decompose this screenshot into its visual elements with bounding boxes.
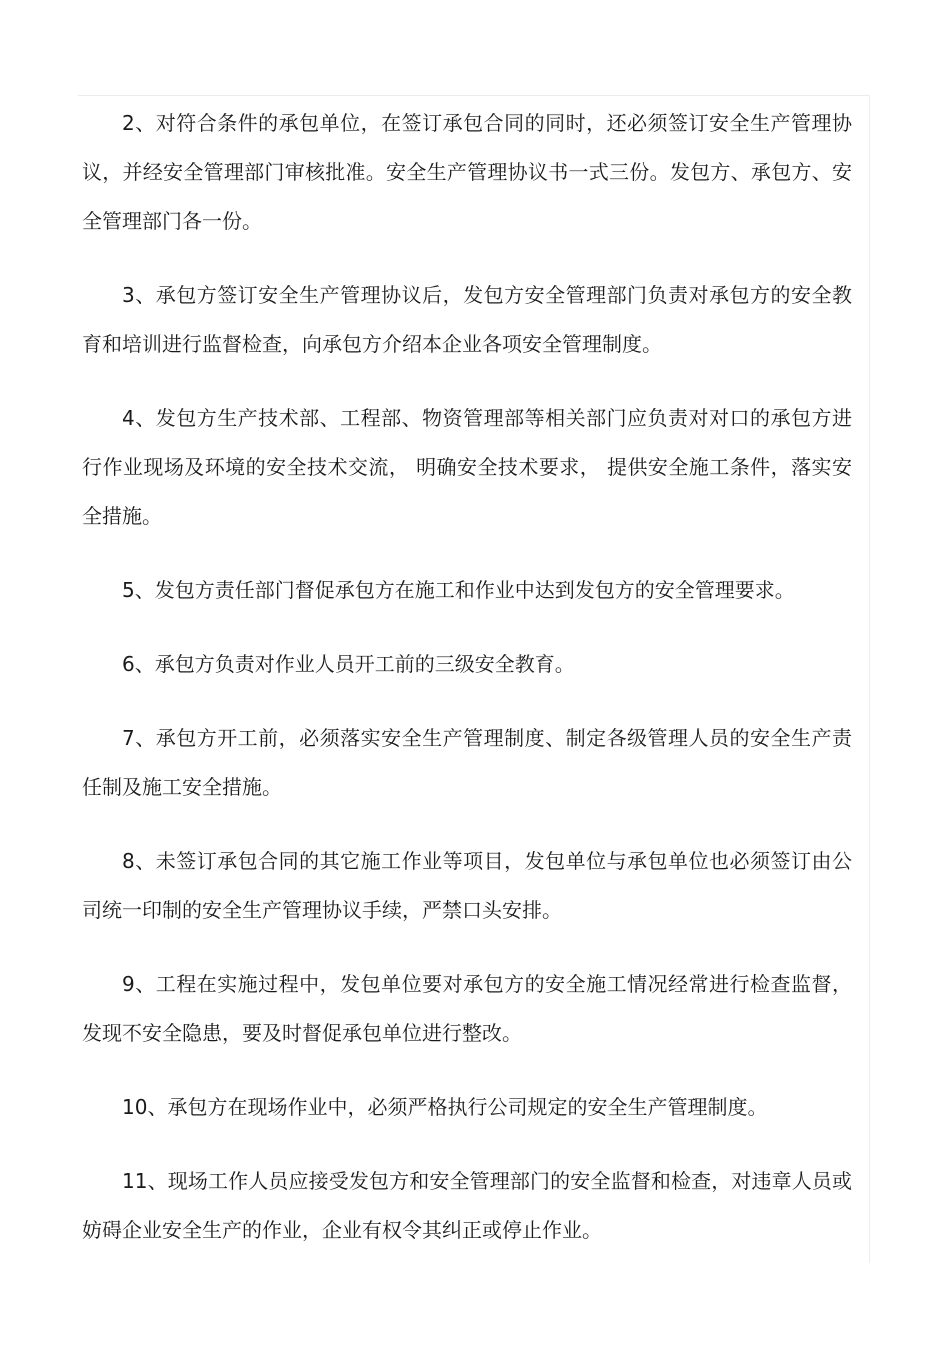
paragraph-item-3: 3、承包方签订安全生产管理协议后，发包方安全管理部门负责对承包方的安全教育和培训进行监督检查，向承包方介绍本企业各项安全管理制度。 xyxy=(82,283,852,356)
paragraph-item-9: 9、工程在实施过程中，发包单位要对承包方的安全施工情况经常进行检查监督，发现不安全隐患，要及时督促承包单位进行整改。 xyxy=(82,972,852,1045)
paragraph-item-2: 2、对符合条件的承包单位，在签订承包合同的同时，还必须签订安全生产管理协议，并经安全管理部门审核批准。安全生产管理协议书一式三份。发包方、承包方、安全管理部门各一份。 xyxy=(82,111,852,233)
paragraph-item-4: 4、发包方生产技术部、工程部、物资管理部等相关部门应负责对对口的承包方进行作业现场及环境的安全技术交流， 明确安全技术要求， 提供安全施工条件，落实安全措施。 xyxy=(82,406,852,528)
document-body xyxy=(82,99,852,1255)
paragraph-item-7: 7、承包方开工前，必须落实安全生产管理制度、制定各级管理人员的安全生产责任制及施工安全措施。 xyxy=(82,726,852,799)
paragraph-item-6: 6、承包方负责对作业人员开工前的三级安全教育。 xyxy=(122,652,575,676)
paragraph-item-5: 5、发包方责任部门督促承包方在施工和作业中达到发包方的安全管理要求。 xyxy=(122,578,795,602)
paragraph-item-11: 11、现场工作人员应接受发包方和安全管理部门的安全监督和检查，对违章人员或妨碍企业安全生产的作业，企业有权令其纠正或停止作业。 xyxy=(82,1169,852,1242)
paragraph-item-8: 8、未签订承包合同的其它施工作业等项目，发包单位与承包单位也必须签订由公司统一印制的安全生产管理协议手续，严禁口头安排。 xyxy=(82,849,852,922)
paragraph-item-10: 10、承包方在现场作业中，必须严格执行公司规定的安全生产管理制度。 xyxy=(122,1095,768,1119)
